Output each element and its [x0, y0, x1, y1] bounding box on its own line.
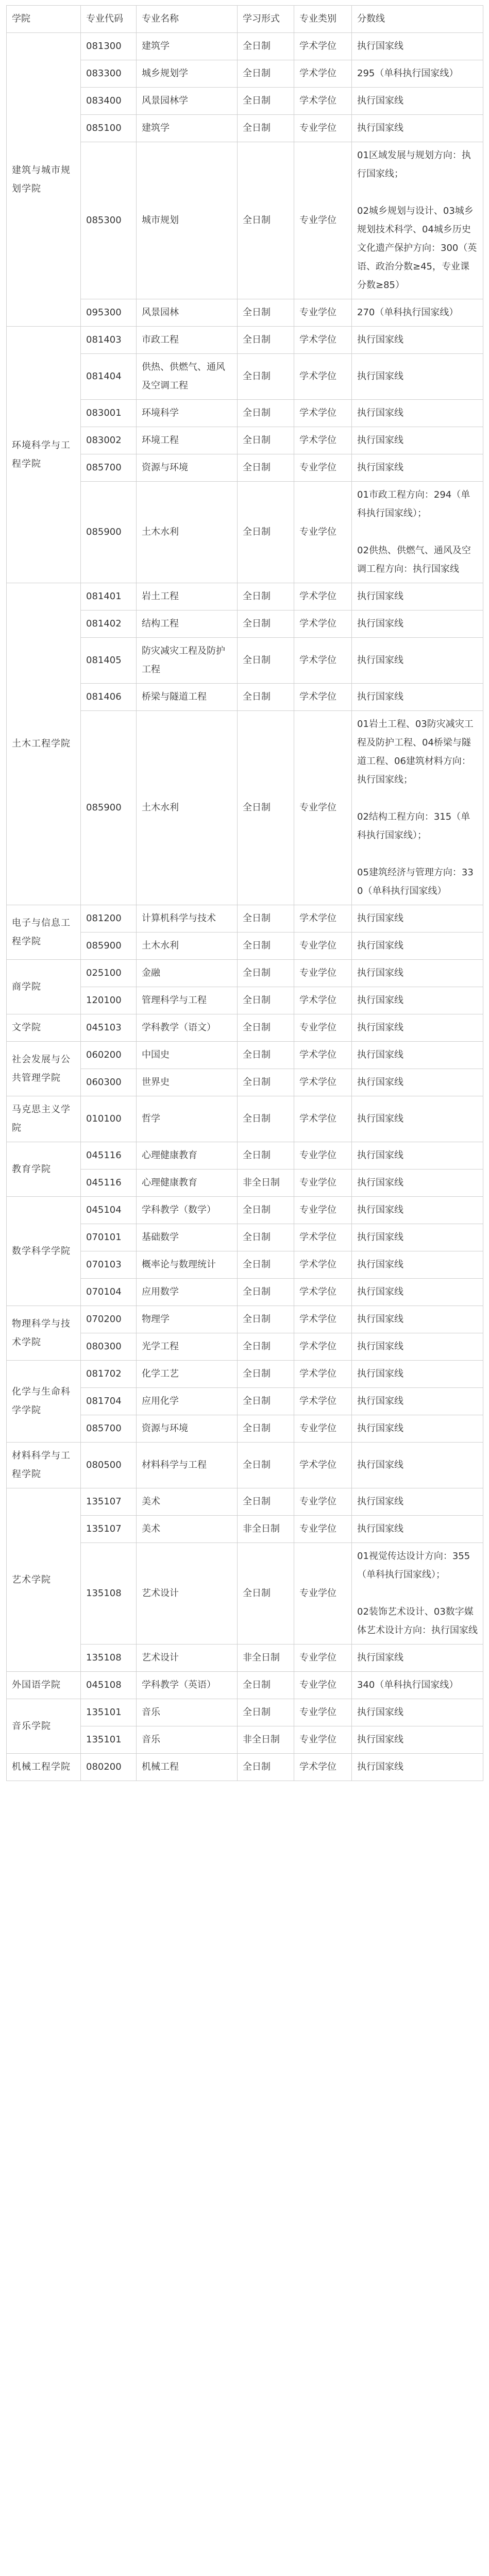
college-cell: 商学院 — [7, 960, 81, 1014]
code-cell: 135108 — [81, 1543, 137, 1645]
major-cell: 结构工程 — [137, 611, 238, 638]
type-cell: 专业学位 — [294, 1014, 352, 1042]
college-cell: 数学科学学院 — [7, 1197, 81, 1306]
table-row — [7, 33, 483, 60]
score-cell: 执行国家线 — [352, 327, 483, 354]
score-cell: 执行国家线 — [352, 115, 483, 142]
score-cell: 执行国家线 — [352, 1142, 483, 1170]
score-cell: 执行国家线 — [352, 1069, 483, 1096]
major-cell: 城市规划 — [137, 142, 238, 299]
major-cell: 光学工程 — [137, 1333, 238, 1361]
mode-cell: 全日制 — [238, 1488, 294, 1516]
code-cell: 083002 — [81, 427, 137, 454]
major-cell: 岩土工程 — [137, 583, 238, 611]
score-cell: 执行国家线 — [352, 1645, 483, 1672]
type-cell: 学术学位 — [294, 1096, 352, 1142]
mode-cell: 全日制 — [238, 933, 294, 960]
score-cell: 295（单科执行国家线） — [352, 60, 483, 88]
type-cell: 专业学位 — [294, 1197, 352, 1224]
type-cell: 学术学位 — [294, 1333, 352, 1361]
mode-cell: 全日制 — [238, 60, 294, 88]
mode-cell: 全日制 — [238, 611, 294, 638]
score-cell: 01视觉传达设计方向：355（单科执行国家线）； 02装饰艺术设计、03数字媒体艺术设计方向：执行国家线 — [352, 1543, 483, 1645]
score-cell: 01区域发展与规划方向：执行国家线； 02城乡规划与设计、03城乡规划技术科学、04城乡历史文化遗产保护方向：300（英语、政治分数≥45，专业课分数≥85） — [352, 142, 483, 299]
mode-cell: 全日制 — [238, 1142, 294, 1170]
mode-cell: 全日制 — [238, 987, 294, 1014]
major-cell: 材料科学与工程 — [137, 1443, 238, 1488]
major-cell: 音乐 — [137, 1699, 238, 1726]
score-cell: 执行国家线 — [352, 583, 483, 611]
type-cell: 专业学位 — [294, 1488, 352, 1516]
code-cell: 081406 — [81, 684, 137, 711]
college-cell: 机械工程学院 — [7, 1754, 81, 1781]
mode-cell: 全日制 — [238, 638, 294, 684]
type-cell: 学术学位 — [294, 1279, 352, 1306]
code-cell: 045104 — [81, 1197, 137, 1224]
score-cell: 执行国家线 — [352, 905, 483, 933]
college-cell: 艺术学院 — [7, 1488, 81, 1672]
major-cell: 艺术设计 — [137, 1645, 238, 1672]
score-cell: 执行国家线 — [352, 611, 483, 638]
major-cell: 管理科学与工程 — [137, 987, 238, 1014]
major-cell: 城乡规划学 — [137, 60, 238, 88]
major-cell: 计算机科学与技术 — [137, 905, 238, 933]
table-row — [7, 1042, 483, 1069]
score-cell: 执行国家线 — [352, 1699, 483, 1726]
mode-cell: 全日制 — [238, 1754, 294, 1781]
college-cell: 化学与生命科学学院 — [7, 1361, 81, 1443]
major-cell: 资源与环境 — [137, 1415, 238, 1443]
type-cell: 专业学位 — [294, 1142, 352, 1170]
header-college: 学院 — [7, 6, 81, 33]
score-cell: 执行国家线 — [352, 1042, 483, 1069]
type-cell: 学术学位 — [294, 1224, 352, 1251]
college-cell: 土木工程学院 — [7, 583, 81, 905]
type-cell: 学术学位 — [294, 1042, 352, 1069]
code-cell: 081403 — [81, 327, 137, 354]
score-cell: 执行国家线 — [352, 454, 483, 482]
code-cell: 095300 — [81, 299, 137, 327]
college-cell: 材料科学与工程学院 — [7, 1443, 81, 1488]
code-cell: 085300 — [81, 142, 137, 299]
code-cell: 060200 — [81, 1042, 137, 1069]
mode-cell: 非全日制 — [238, 1516, 294, 1543]
table-row — [7, 1488, 483, 1516]
score-cell: 执行国家线 — [352, 88, 483, 115]
mode-cell: 全日制 — [238, 583, 294, 611]
major-cell: 应用数学 — [137, 1279, 238, 1306]
code-cell: 081405 — [81, 638, 137, 684]
mode-cell: 全日制 — [238, 1333, 294, 1361]
college-cell: 文学院 — [7, 1014, 81, 1042]
code-cell: 135101 — [81, 1726, 137, 1754]
type-cell: 学术学位 — [294, 1251, 352, 1279]
mode-cell: 非全日制 — [238, 1170, 294, 1197]
mode-cell: 非全日制 — [238, 1726, 294, 1754]
header-score: 分数线 — [352, 6, 483, 33]
major-cell: 土木水利 — [137, 933, 238, 960]
score-cell: 270（单科执行国家线） — [352, 299, 483, 327]
type-cell: 学术学位 — [294, 611, 352, 638]
code-cell: 081200 — [81, 905, 137, 933]
mode-cell: 全日制 — [238, 327, 294, 354]
header-type: 专业类别 — [294, 6, 352, 33]
code-cell: 135108 — [81, 1645, 137, 1672]
type-cell: 学术学位 — [294, 88, 352, 115]
mode-cell: 全日制 — [238, 400, 294, 427]
mode-cell: 全日制 — [238, 142, 294, 299]
type-cell: 专业学位 — [294, 1699, 352, 1726]
code-cell: 080200 — [81, 1754, 137, 1781]
score-cell: 执行国家线 — [352, 1333, 483, 1361]
score-cell: 执行国家线 — [352, 354, 483, 400]
major-cell: 应用化学 — [137, 1388, 238, 1415]
table-row — [7, 1699, 483, 1726]
type-cell: 学术学位 — [294, 327, 352, 354]
type-cell: 学术学位 — [294, 1754, 352, 1781]
major-cell: 中国史 — [137, 1042, 238, 1069]
code-cell: 081704 — [81, 1388, 137, 1415]
code-cell: 045116 — [81, 1170, 137, 1197]
mode-cell: 全日制 — [238, 482, 294, 583]
mode-cell: 全日制 — [238, 960, 294, 987]
major-cell: 心理健康教育 — [137, 1170, 238, 1197]
major-cell: 学科教学（语文） — [137, 1014, 238, 1042]
mode-cell: 全日制 — [238, 1096, 294, 1142]
score-cell: 执行国家线 — [352, 1096, 483, 1142]
code-cell: 081402 — [81, 611, 137, 638]
mode-cell: 全日制 — [238, 115, 294, 142]
type-cell: 专业学位 — [294, 142, 352, 299]
table-row — [7, 905, 483, 933]
major-cell: 金融 — [137, 960, 238, 987]
type-cell: 专业学位 — [294, 482, 352, 583]
type-cell: 专业学位 — [294, 1543, 352, 1645]
major-cell: 建筑学 — [137, 115, 238, 142]
mode-cell: 全日制 — [238, 1197, 294, 1224]
major-cell: 风景园林学 — [137, 88, 238, 115]
mode-cell: 全日制 — [238, 1443, 294, 1488]
mode-cell: 全日制 — [238, 1388, 294, 1415]
type-cell: 学术学位 — [294, 583, 352, 611]
code-cell: 010100 — [81, 1096, 137, 1142]
mode-cell: 全日制 — [238, 711, 294, 905]
mode-cell: 全日制 — [238, 1279, 294, 1306]
type-cell: 学术学位 — [294, 354, 352, 400]
table-row — [7, 1142, 483, 1170]
major-cell: 基础数学 — [137, 1224, 238, 1251]
major-cell: 市政工程 — [137, 327, 238, 354]
college-cell: 外国语学院 — [7, 1672, 81, 1699]
score-cell: 执行国家线 — [352, 1726, 483, 1754]
table-row — [7, 327, 483, 354]
type-cell: 学术学位 — [294, 684, 352, 711]
table-row — [7, 1361, 483, 1388]
score-cell: 01市政工程方向：294（单科执行国家线）； 02供热、供燃气、通风及空调工程方向：执行国家线 — [352, 482, 483, 583]
code-cell: 070101 — [81, 1224, 137, 1251]
type-cell: 学术学位 — [294, 1069, 352, 1096]
major-cell: 建筑学 — [137, 33, 238, 60]
mode-cell: 全日制 — [238, 33, 294, 60]
type-cell: 学术学位 — [294, 1443, 352, 1488]
mode-cell: 全日制 — [238, 1251, 294, 1279]
score-table — [6, 5, 483, 1781]
code-cell: 085900 — [81, 482, 137, 583]
college-cell: 马克思主义学院 — [7, 1096, 81, 1142]
score-cell: 执行国家线 — [352, 1361, 483, 1388]
table-row — [7, 1197, 483, 1224]
type-cell: 专业学位 — [294, 960, 352, 987]
college-cell: 教育学院 — [7, 1142, 81, 1197]
score-cell: 执行国家线 — [352, 684, 483, 711]
score-cell: 执行国家线 — [352, 400, 483, 427]
type-cell: 学术学位 — [294, 905, 352, 933]
mode-cell: 全日制 — [238, 684, 294, 711]
code-cell: 085900 — [81, 933, 137, 960]
table-row — [7, 1754, 483, 1781]
major-cell: 音乐 — [137, 1726, 238, 1754]
code-cell: 135101 — [81, 1699, 137, 1726]
header-mode: 学习形式 — [238, 6, 294, 33]
code-cell: 085700 — [81, 454, 137, 482]
college-cell: 环境科学与工程学院 — [7, 327, 81, 583]
mode-cell: 全日制 — [238, 1306, 294, 1333]
mode-cell: 全日制 — [238, 354, 294, 400]
header-major: 专业名称 — [137, 6, 238, 33]
type-cell: 学术学位 — [294, 427, 352, 454]
type-cell: 专业学位 — [294, 1645, 352, 1672]
type-cell: 学术学位 — [294, 33, 352, 60]
type-cell: 专业学位 — [294, 711, 352, 905]
score-cell: 执行国家线 — [352, 1443, 483, 1488]
code-cell: 081401 — [81, 583, 137, 611]
code-cell: 120100 — [81, 987, 137, 1014]
code-cell: 083400 — [81, 88, 137, 115]
score-cell: 执行国家线 — [352, 1516, 483, 1543]
mode-cell: 全日制 — [238, 454, 294, 482]
mode-cell: 全日制 — [238, 88, 294, 115]
header-code: 专业代码 — [81, 6, 137, 33]
code-cell: 085700 — [81, 1415, 137, 1443]
college-cell: 物理科学与技术学院 — [7, 1306, 81, 1361]
major-cell: 土木水利 — [137, 711, 238, 905]
college-cell: 电子与信息工程学院 — [7, 905, 81, 960]
score-cell: 执行国家线 — [352, 427, 483, 454]
code-cell: 045116 — [81, 1142, 137, 1170]
mode-cell: 非全日制 — [238, 1645, 294, 1672]
major-cell: 概率论与数理统计 — [137, 1251, 238, 1279]
table-header-row — [7, 6, 483, 33]
mode-cell: 全日制 — [238, 1042, 294, 1069]
score-cell: 执行国家线 — [352, 1754, 483, 1781]
major-cell: 世界史 — [137, 1069, 238, 1096]
score-cell: 执行国家线 — [352, 1388, 483, 1415]
mode-cell: 全日制 — [238, 1069, 294, 1096]
type-cell: 学术学位 — [294, 1388, 352, 1415]
score-cell: 执行国家线 — [352, 1251, 483, 1279]
type-cell: 学术学位 — [294, 400, 352, 427]
code-cell: 083001 — [81, 400, 137, 427]
code-cell: 135107 — [81, 1516, 137, 1543]
major-cell: 心理健康教育 — [137, 1142, 238, 1170]
major-cell: 哲学 — [137, 1096, 238, 1142]
type-cell: 学术学位 — [294, 987, 352, 1014]
major-cell: 学科教学（数学） — [137, 1197, 238, 1224]
code-cell: 070200 — [81, 1306, 137, 1333]
major-cell: 物理学 — [137, 1306, 238, 1333]
mode-cell: 全日制 — [238, 1699, 294, 1726]
score-cell: 执行国家线 — [352, 1279, 483, 1306]
type-cell: 专业学位 — [294, 115, 352, 142]
type-cell: 学术学位 — [294, 60, 352, 88]
table-body — [7, 33, 483, 1781]
score-cell: 执行国家线 — [352, 933, 483, 960]
code-cell: 045108 — [81, 1672, 137, 1699]
table-row — [7, 1014, 483, 1042]
score-cell: 执行国家线 — [352, 1014, 483, 1042]
code-cell: 081300 — [81, 33, 137, 60]
major-cell: 化学工艺 — [137, 1361, 238, 1388]
type-cell: 学术学位 — [294, 638, 352, 684]
table-row — [7, 1672, 483, 1699]
score-cell: 执行国家线 — [352, 1415, 483, 1443]
table-row — [7, 960, 483, 987]
code-cell: 083300 — [81, 60, 137, 88]
mode-cell: 全日制 — [238, 427, 294, 454]
mode-cell: 全日制 — [238, 905, 294, 933]
type-cell: 专业学位 — [294, 1672, 352, 1699]
code-cell: 081404 — [81, 354, 137, 400]
score-cell: 01岩土工程、03防灾减灾工程及防护工程、04桥梁与隧道工程、06建筑材料方向：执行国家线； 02结构工程方向：315（单科执行国家线）； 05建筑经济与管理方向：330（单科执行国家线） — [352, 711, 483, 905]
score-cell: 340（单科执行国家线） — [352, 1672, 483, 1699]
score-cell: 执行国家线 — [352, 1224, 483, 1251]
table-row — [7, 1306, 483, 1333]
type-cell: 学术学位 — [294, 1306, 352, 1333]
score-cell: 执行国家线 — [352, 1306, 483, 1333]
college-cell: 建筑与城市规划学院 — [7, 33, 81, 327]
score-cell: 执行国家线 — [352, 638, 483, 684]
major-cell: 美术 — [137, 1488, 238, 1516]
major-cell: 桥梁与隧道工程 — [137, 684, 238, 711]
type-cell: 专业学位 — [294, 454, 352, 482]
major-cell: 机械工程 — [137, 1754, 238, 1781]
mode-cell: 全日制 — [238, 1672, 294, 1699]
code-cell: 060300 — [81, 1069, 137, 1096]
code-cell: 070103 — [81, 1251, 137, 1279]
type-cell: 专业学位 — [294, 1516, 352, 1543]
score-cell: 执行国家线 — [352, 1488, 483, 1516]
type-cell: 专业学位 — [294, 299, 352, 327]
code-cell: 081702 — [81, 1361, 137, 1388]
mode-cell: 全日制 — [238, 1224, 294, 1251]
major-cell: 环境科学 — [137, 400, 238, 427]
score-cell: 执行国家线 — [352, 987, 483, 1014]
major-cell: 环境工程 — [137, 427, 238, 454]
code-cell: 085100 — [81, 115, 137, 142]
type-cell: 专业学位 — [294, 1170, 352, 1197]
type-cell: 专业学位 — [294, 1415, 352, 1443]
major-cell: 防灾减灾工程及防护工程 — [137, 638, 238, 684]
major-cell: 美术 — [137, 1516, 238, 1543]
major-cell: 学科教学（英语） — [137, 1672, 238, 1699]
code-cell: 045103 — [81, 1014, 137, 1042]
score-cell: 执行国家线 — [352, 1170, 483, 1197]
score-cell: 执行国家线 — [352, 33, 483, 60]
table-row — [7, 1443, 483, 1488]
code-cell: 080300 — [81, 1333, 137, 1361]
mode-cell: 全日制 — [238, 1415, 294, 1443]
major-cell: 供热、供燃气、通风及空调工程 — [137, 354, 238, 400]
code-cell: 080500 — [81, 1443, 137, 1488]
code-cell: 135107 — [81, 1488, 137, 1516]
mode-cell: 全日制 — [238, 1014, 294, 1042]
college-cell: 社会发展与公共管理学院 — [7, 1042, 81, 1096]
major-cell: 土木水利 — [137, 482, 238, 583]
major-cell: 艺术设计 — [137, 1543, 238, 1645]
college-cell: 音乐学院 — [7, 1699, 81, 1754]
major-cell: 资源与环境 — [137, 454, 238, 482]
mode-cell: 全日制 — [238, 1361, 294, 1388]
table-row — [7, 1096, 483, 1142]
code-cell: 085900 — [81, 711, 137, 905]
mode-cell: 全日制 — [238, 299, 294, 327]
code-cell: 070104 — [81, 1279, 137, 1306]
type-cell: 学术学位 — [294, 1361, 352, 1388]
score-cell: 执行国家线 — [352, 1197, 483, 1224]
table-row — [7, 583, 483, 611]
major-cell: 风景园林 — [137, 299, 238, 327]
type-cell: 专业学位 — [294, 933, 352, 960]
code-cell: 025100 — [81, 960, 137, 987]
score-cell: 执行国家线 — [352, 960, 483, 987]
mode-cell: 全日制 — [238, 1543, 294, 1645]
type-cell: 专业学位 — [294, 1726, 352, 1754]
